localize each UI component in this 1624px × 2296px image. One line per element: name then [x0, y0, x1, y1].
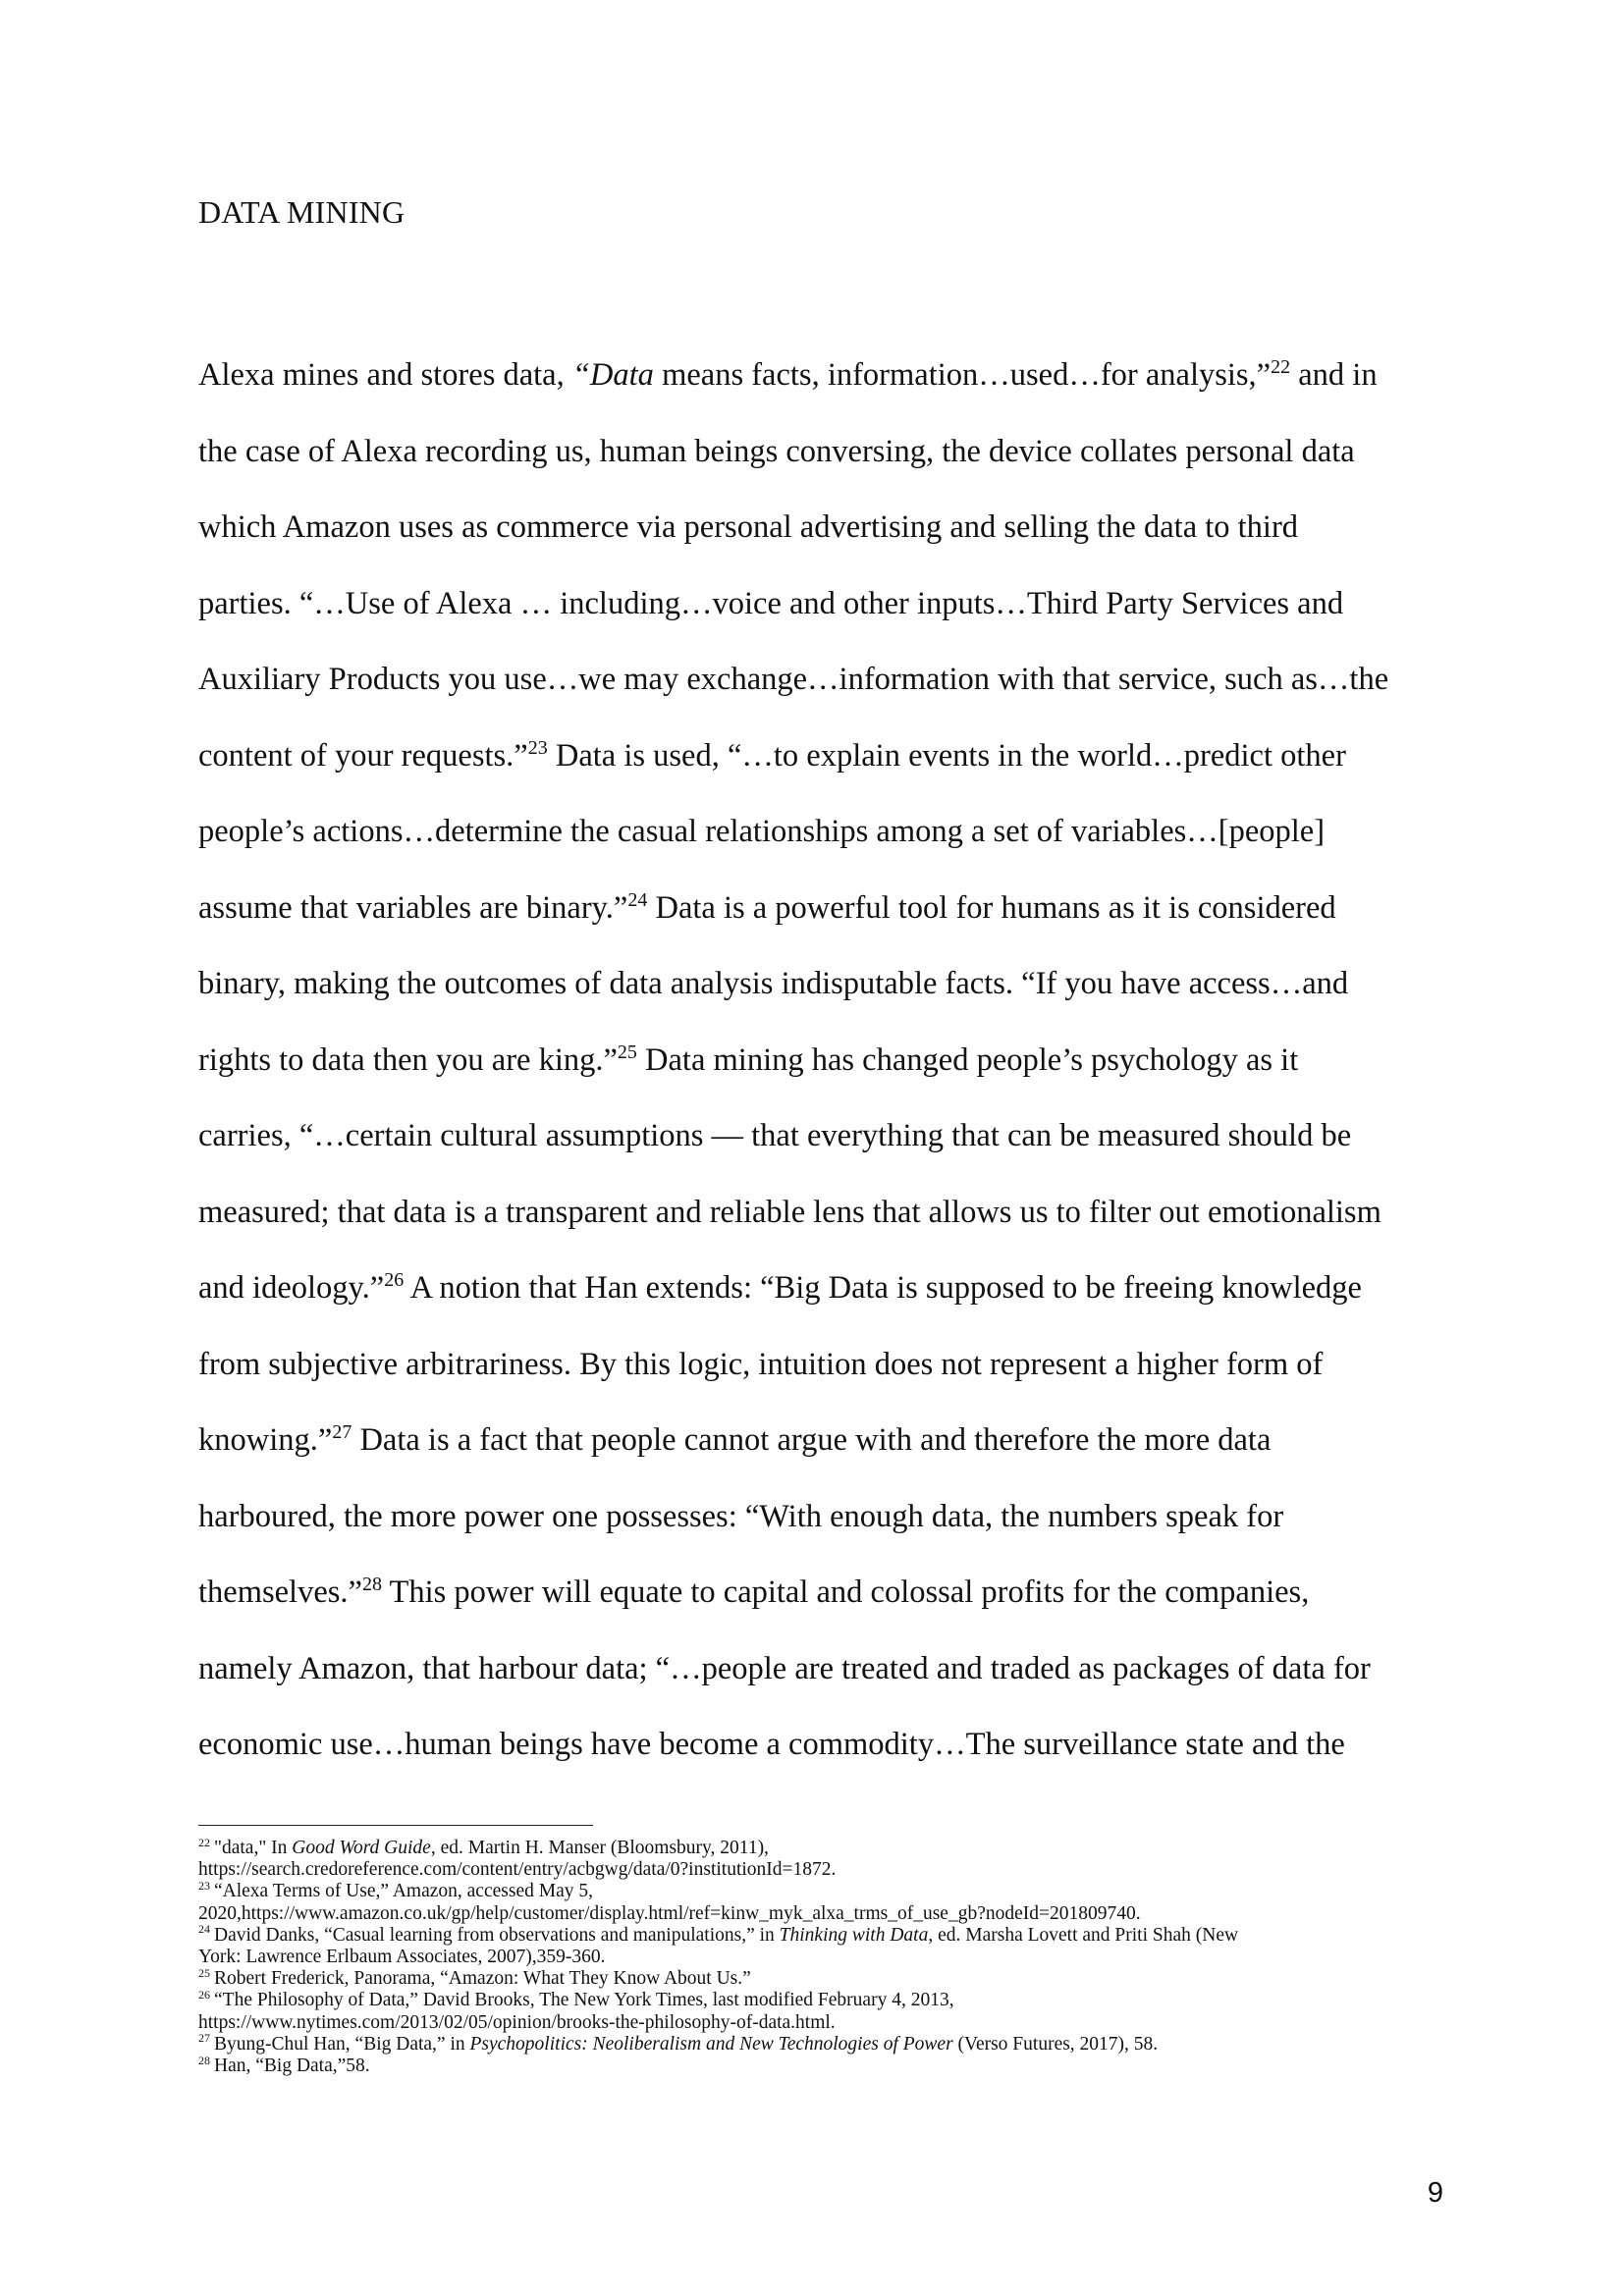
text-run: Data is a fact that people cannot argue with and therefore the more data: [352, 1422, 1272, 1458]
footnote-number: 23: [198, 1878, 210, 1893]
body-line: Auxiliary Products you use…we may exchange…information with that service, such as…the: [198, 662, 1389, 697]
italic-title: Good Word Guide: [292, 1838, 431, 1858]
text-run: Alexa mines and stores data,: [198, 357, 572, 393]
footnote-ref-26[interactable]: 26: [384, 1269, 405, 1292]
text-run: David Danks, “Casual learning from observations and manipulations,” in: [214, 1924, 780, 1946]
footnote-24: [198, 1922, 1435, 1947]
italic-title: Thinking with Data: [779, 1924, 929, 1946]
footnote-continuation: York: Lawrence Erlbaum Associates, 2007),359-360.: [198, 1947, 606, 1968]
text-run: “Alexa Terms of Use,” Amazon, accessed May 5,: [214, 1881, 593, 1902]
text-run: Data is a powerful tool for humans as it is considered: [647, 889, 1336, 926]
page-number: 9: [1427, 2177, 1443, 2209]
text-run: Data mining has changed people’s psychology as it: [636, 1041, 1299, 1078]
footnote-26: [198, 1987, 1435, 2011]
footnote-url[interactable]: https://search.credoreference.com/content/entry/acbgwg/data/0?institutionId=1872.: [198, 1859, 837, 1881]
footnote-28: [198, 2053, 1435, 2077]
body-paragraph: [198, 338, 1435, 1784]
text-run: means facts, information…used…for analysis,”: [653, 357, 1272, 393]
text-run: This power will equate to capital and colossal profits for the companies,: [381, 1575, 1310, 1610]
footnote-url[interactable]: 2020,https://www.amazon.co.uk/gp/help/customer/display.html/ref=kinw_myk_alxa_trms_of_use_gb?nodeId=201809740.: [198, 1902, 1141, 1924]
text-run: and ideology.”: [198, 1270, 385, 1306]
body-line: harboured, the more power one possesses: “With enough data, the numbers speak for: [198, 1498, 1284, 1534]
footnote-number: 28: [198, 2053, 210, 2067]
body-line: [198, 1403, 1435, 1479]
body-line: [198, 338, 1435, 414]
text-run: (Verso Futures, 2017), 58.: [952, 2033, 1159, 2055]
text-run: A notion that Han extends: “Big Data is supposed to be freeing knowledge: [404, 1270, 1362, 1306]
footnote-ref-25[interactable]: 25: [617, 1041, 637, 1063]
footnote-27: [198, 2031, 1435, 2056]
footnote-ref-27[interactable]: 27: [332, 1421, 352, 1444]
text-run: Robert Frederick, Panorama, “Amazon: What They Know About Us.”: [214, 1968, 751, 1990]
body-line: [198, 871, 1435, 947]
body-line: carries, “…certain cultural assumptions — that everything that can be measured should be: [198, 1118, 1352, 1153]
footnote-22: [198, 1835, 1435, 1859]
footnote-ref-23[interactable]: 23: [527, 736, 548, 759]
footnote-25: [198, 1965, 1435, 1990]
body-line: binary, making the outcomes of data analysis indisputable facts. “If you have access…and: [198, 966, 1349, 1001]
body-line: which Amazon uses as commerce via personal advertising and selling the data to third: [198, 509, 1299, 545]
footnote-separator: [198, 1825, 593, 1826]
footnote-number: 24: [198, 1922, 210, 1937]
footnote-ref-22[interactable]: 22: [1271, 356, 1291, 379]
footnote-ref-28[interactable]: 28: [361, 1574, 382, 1596]
footnote-number: 27: [198, 2031, 210, 2046]
body-line: measured; that data is a transparent and reliable lens that allows us to filter out emotionalism: [198, 1194, 1381, 1230]
text-run: Byung-Chul Han, “Big Data,” in: [214, 2033, 470, 2055]
text-run: and in: [1290, 357, 1378, 393]
text-run: Data is used, “…to explain events in the world…predict other: [547, 737, 1346, 774]
footnote-23: [198, 1878, 1435, 1902]
text-run: , ed. Marsha Lovett and Priti Shah (New: [928, 1924, 1239, 1946]
text-run: assume that variables are binary.”: [198, 889, 628, 926]
section-heading: DATA MINING: [198, 194, 406, 230]
body-line: [198, 1251, 1435, 1327]
text-run: “The Philosophy of Data,” David Brooks, The New York Times, last modified February 4, 2013,: [214, 1990, 954, 2011]
body-line: the case of Alexa recording us, human beings conversing, the device collates personal data: [198, 433, 1355, 469]
body-line: from subjective arbitrariness. By this logic, intuition does not represent a higher form of: [198, 1346, 1324, 1382]
text-run: , ed. Martin H. Manser (Bloomsbury, 2011),: [430, 1838, 769, 1858]
italic-title: Psychopolitics: Neoliberalism and New Technologies of Power: [469, 2033, 953, 2055]
text-run: themselves.”: [198, 1575, 362, 1610]
text-run: Han, “Big Data,”58.: [214, 2056, 370, 2077]
footnote-url[interactable]: https://www.nytimes.com/2013/02/05/opinion/brooks-the-philosophy-of-data.html.: [198, 2011, 836, 2033]
footnotes: [198, 1835, 1435, 2077]
footnote-number: 26: [198, 1987, 210, 2002]
text-run: content of your requests.”: [198, 737, 528, 774]
body-line: [198, 719, 1435, 795]
footnote-ref-24[interactable]: 24: [627, 888, 648, 911]
footnote-number: 25: [198, 1965, 210, 1980]
body-line: [198, 1023, 1435, 1099]
body-line: economic use…human beings have become a commodity…The surveillance state and the: [198, 1727, 1345, 1762]
body-line: [198, 1555, 1435, 1631]
text-run: rights to data then you are king.”: [198, 1041, 618, 1078]
body-line: namely Amazon, that harbour data; “…people are treated and traded as packages of data for: [198, 1650, 1371, 1686]
body-line: people’s actions…determine the casual relationships among a set of variables…[people]: [198, 814, 1326, 849]
italic-term: “Data: [571, 357, 654, 393]
footnote-number: 22: [198, 1835, 210, 1849]
text-run: knowing.”: [198, 1422, 333, 1458]
body-line: parties. “…Use of Alexa … including…voice and other inputs…Third Party Services and: [198, 585, 1344, 621]
text-run: "data," In: [214, 1838, 293, 1858]
